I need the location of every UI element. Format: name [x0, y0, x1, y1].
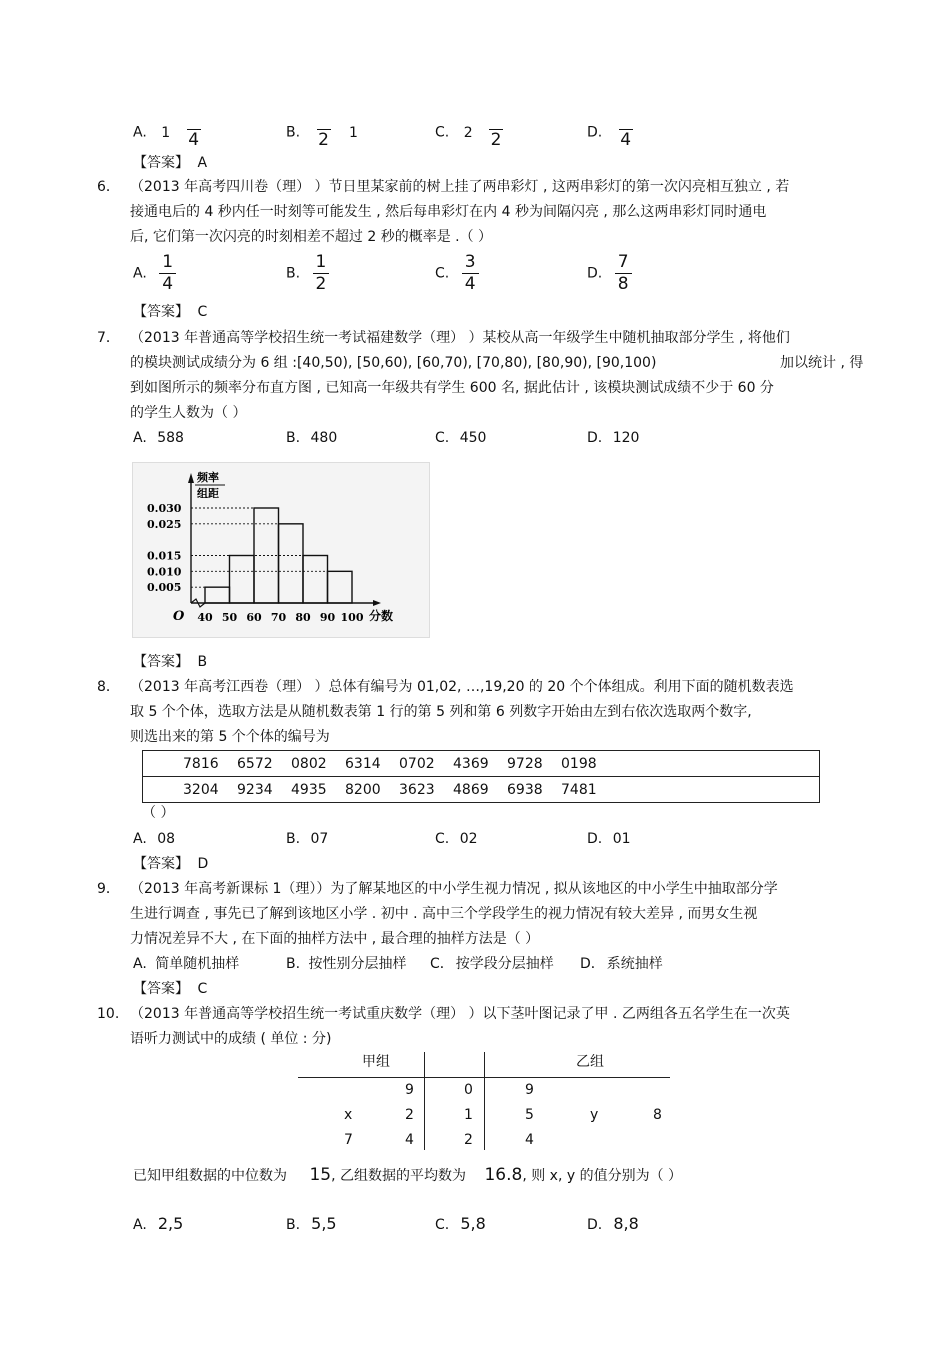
fraction: $\frac{1}{4}$ [159, 254, 176, 293]
fraction: $\frac{3}{4}$ [462, 254, 479, 293]
q7-text-line4: 的学生人数为（ ） [130, 405, 247, 421]
leaf-left: 2 [405, 1107, 414, 1123]
q6-text-line3: 后, 它们第一次闪亮的时刻相差不超过 2 秒的概率是 .（ ） [130, 229, 493, 245]
q10-text-line1: （2013 年普通高等学校招生统一考试重庆数学（理） ）以下茎叶图记录了甲 . 乙两组各五名学生在一次英 [130, 1006, 790, 1022]
leaf-right: 9 [525, 1082, 534, 1098]
q8-paren: （ ） [142, 805, 175, 821]
q7-text-line2b: 加以统计 , 得 [780, 355, 864, 371]
x-tick-label: 90 [319, 611, 336, 624]
q10-text-line2: 语听力测试中的成绩 ( 单位 : 分) [130, 1031, 332, 1047]
histogram-bar [279, 524, 304, 603]
q8-option-a: A. 08 [133, 831, 176, 847]
y-tick-label: 0.010 [147, 565, 182, 579]
leaf-right: 8 [653, 1107, 662, 1123]
histogram-figure [132, 462, 430, 638]
question-7: 7． [97, 330, 120, 346]
q8-text-line2: 取 5 个个体，选取方法是从随机数表第 1 行的第 5 列和第 6 列数字开始由左到右依次选取两个数字, [130, 704, 752, 720]
histogram-bar [328, 571, 353, 603]
q7-option-c: C. 450 [435, 430, 487, 446]
fraction: 2 [317, 116, 331, 149]
q7-text-line3: 到如图所示的频率分布直方图 , 已知高一年级共有学生 600 名, 据此估计 , 该模块测试成绩不少于 60 分 [130, 380, 774, 396]
q6-text-line2: 接通电后的 4 秒内任一时刻等可能发生 , 然后每串彩灯在内 4 秒为间隔闪亮 , 那么这两串彩灯同时通电 [130, 204, 767, 220]
histogram-bar [205, 587, 230, 603]
random-number-table [142, 750, 820, 803]
leaf-left: 4 [405, 1132, 414, 1148]
x-tick-label: 50 [221, 611, 238, 624]
q9-text-line3: 力情况差异不大 , 在下面的抽样方法中 , 最合理的抽样方法是（ ） [130, 931, 540, 947]
x-axis-arrow-icon [373, 600, 381, 606]
q10-option-c: C. 5,8 [435, 1214, 486, 1233]
x-tick-label: 100 [340, 611, 364, 624]
y-axis-label-bottom: 组距 [197, 487, 219, 500]
histogram-bar [254, 508, 279, 603]
question-9: 9． [97, 881, 120, 897]
table-cell: 7816 6572 0802 6314 0702 4369 9728 0198 [143, 751, 820, 777]
table-row [143, 751, 820, 777]
y-tick-label: 0.025 [147, 517, 182, 531]
q6-option-c: C. $\frac{3}{4}$ [435, 254, 479, 293]
table-cell: 3204 9234 4935 8200 3623 4869 6938 7481 [143, 777, 820, 803]
y-tick-label: 0.030 [147, 502, 182, 515]
y-tick-label: 0.015 [147, 549, 182, 563]
q10-condition: 已知甲组数据的中位数为 15, 乙组数据的平均数为 16.8, 则 x, y 的值分别为（ ） [133, 1165, 683, 1185]
stem-leaf-divider-left [424, 1052, 425, 1150]
histogram-bar [303, 556, 328, 604]
q5-answer: 【答案】 A [133, 155, 208, 171]
q10-option-d: D. 8,8 [587, 1214, 639, 1233]
frequency-histogram [133, 463, 431, 639]
q6-answer: 【答案】 C [133, 304, 208, 320]
x-tick-label: 60 [246, 611, 262, 624]
leaf-right: 4 [525, 1132, 534, 1148]
q10-option-a: A. 2,5 [133, 1214, 184, 1233]
y-axis-arrow-icon [188, 473, 194, 483]
leaf-right: 5 [525, 1107, 534, 1123]
histogram-bar [230, 556, 255, 604]
q6-text-line1: （2013 年高考四川卷（理） ）节日里某家前的树上挂了两串彩灯 , 这两串彩灯的第一次闪亮相互独立 , 若 [130, 179, 790, 195]
group-yi-header: 乙组 [576, 1054, 604, 1070]
q7-option-d: D. 120 [587, 430, 640, 446]
q7-answer: 【答案】 B [133, 654, 208, 670]
q5-option-c: C. 2 2 [435, 116, 503, 149]
leaf-left: 7 [344, 1132, 353, 1148]
x-tick-label: 40 [197, 611, 213, 624]
q9-answer: 【答案】 C [133, 981, 208, 997]
y-axis-label-top: 频率 [197, 471, 219, 484]
q8-option-d: D. 01 [587, 831, 631, 847]
question-6: 6． [97, 179, 120, 195]
q9-text-line1: （2013 年高考新课标 1（理））为了解某地区的中小学生视力情况 , 拟从该地区的中小学生中抽取部分学 [130, 881, 778, 897]
q6-option-b: B. $\frac{1}{2}$ [286, 254, 329, 293]
q6-option-d: D. $\frac{7}{8}$ [587, 254, 632, 293]
q8-text-line1: （2013 年高考江西卷（理） ）总体有编号为 01,02, …,19,20 的 20 个个体组成。利用下面的随机数表选 [130, 679, 794, 695]
q5-option-d: D. 4 [587, 116, 633, 149]
q10-option-b: B. 5,5 [286, 1214, 337, 1233]
stem-leaf-divider-right [484, 1052, 485, 1150]
origin-label: O [173, 609, 185, 624]
q8-answer: 【答案】 D [133, 856, 209, 872]
fraction: 2 [489, 116, 503, 149]
fraction: $\frac{1}{2}$ [313, 254, 330, 293]
q8-text-line3: 则选出来的第 5 个个体的编号为 [130, 729, 330, 745]
x-tick-label: 80 [295, 611, 311, 624]
x-tick-label: 70 [270, 611, 287, 624]
q7-text-line1: （2013 年普通高等学校招生统一考试福建数学（理） ）某校从高一年级学生中随机抽取部分学生 , 将他们 [130, 330, 790, 346]
leaf-right: y [590, 1107, 599, 1123]
table-row [143, 777, 820, 803]
fraction: $\frac{7}{8}$ [615, 254, 632, 293]
x-axis-label: 分数 [369, 609, 394, 623]
stem: 1 [464, 1107, 473, 1123]
q9-option-b: B. 按性别分层抽样 [286, 956, 407, 972]
q9-text-line2: 生进行调查 , 事先已了解到该地区小学 . 初中 . 高中三个学段学生的视力情况有较大差异 , 而男女生视 [130, 906, 758, 922]
y-tick-label: 0.005 [147, 581, 182, 595]
q9-option-a: A. 简单随机抽样 [133, 956, 240, 972]
q5-option-b: B. 2 1 [286, 116, 358, 149]
q8-option-c: C. 02 [435, 831, 478, 847]
leaf-left: x [344, 1107, 353, 1123]
q7-option-a: A. 588 [133, 430, 184, 446]
fraction: 4 [619, 116, 633, 149]
question-8: 8． [97, 679, 120, 695]
question-10: 10. [97, 1006, 120, 1022]
q5-option-a: A. 1 4 [133, 116, 201, 149]
group-jia-header: 甲组 [362, 1054, 390, 1070]
q7-text-line2: 的模块测试成绩分为 6 组 :[40,50), [50,60), [60,70), [70,80), [80,90), [90,100) [130, 355, 657, 371]
q9-option-c: C． 按学段分层抽样 [430, 956, 554, 972]
q7-option-b: B. 480 [286, 430, 338, 446]
stem: 0 [464, 1082, 473, 1098]
q8-option-b: B. 07 [286, 831, 329, 847]
fraction: 4 [187, 116, 201, 149]
q9-option-d: D． 系统抽样 [580, 956, 663, 972]
leaf-left: 9 [405, 1082, 414, 1098]
stem: 2 [464, 1132, 473, 1148]
q6-option-a: A. $\frac{1}{4}$ [133, 254, 176, 293]
